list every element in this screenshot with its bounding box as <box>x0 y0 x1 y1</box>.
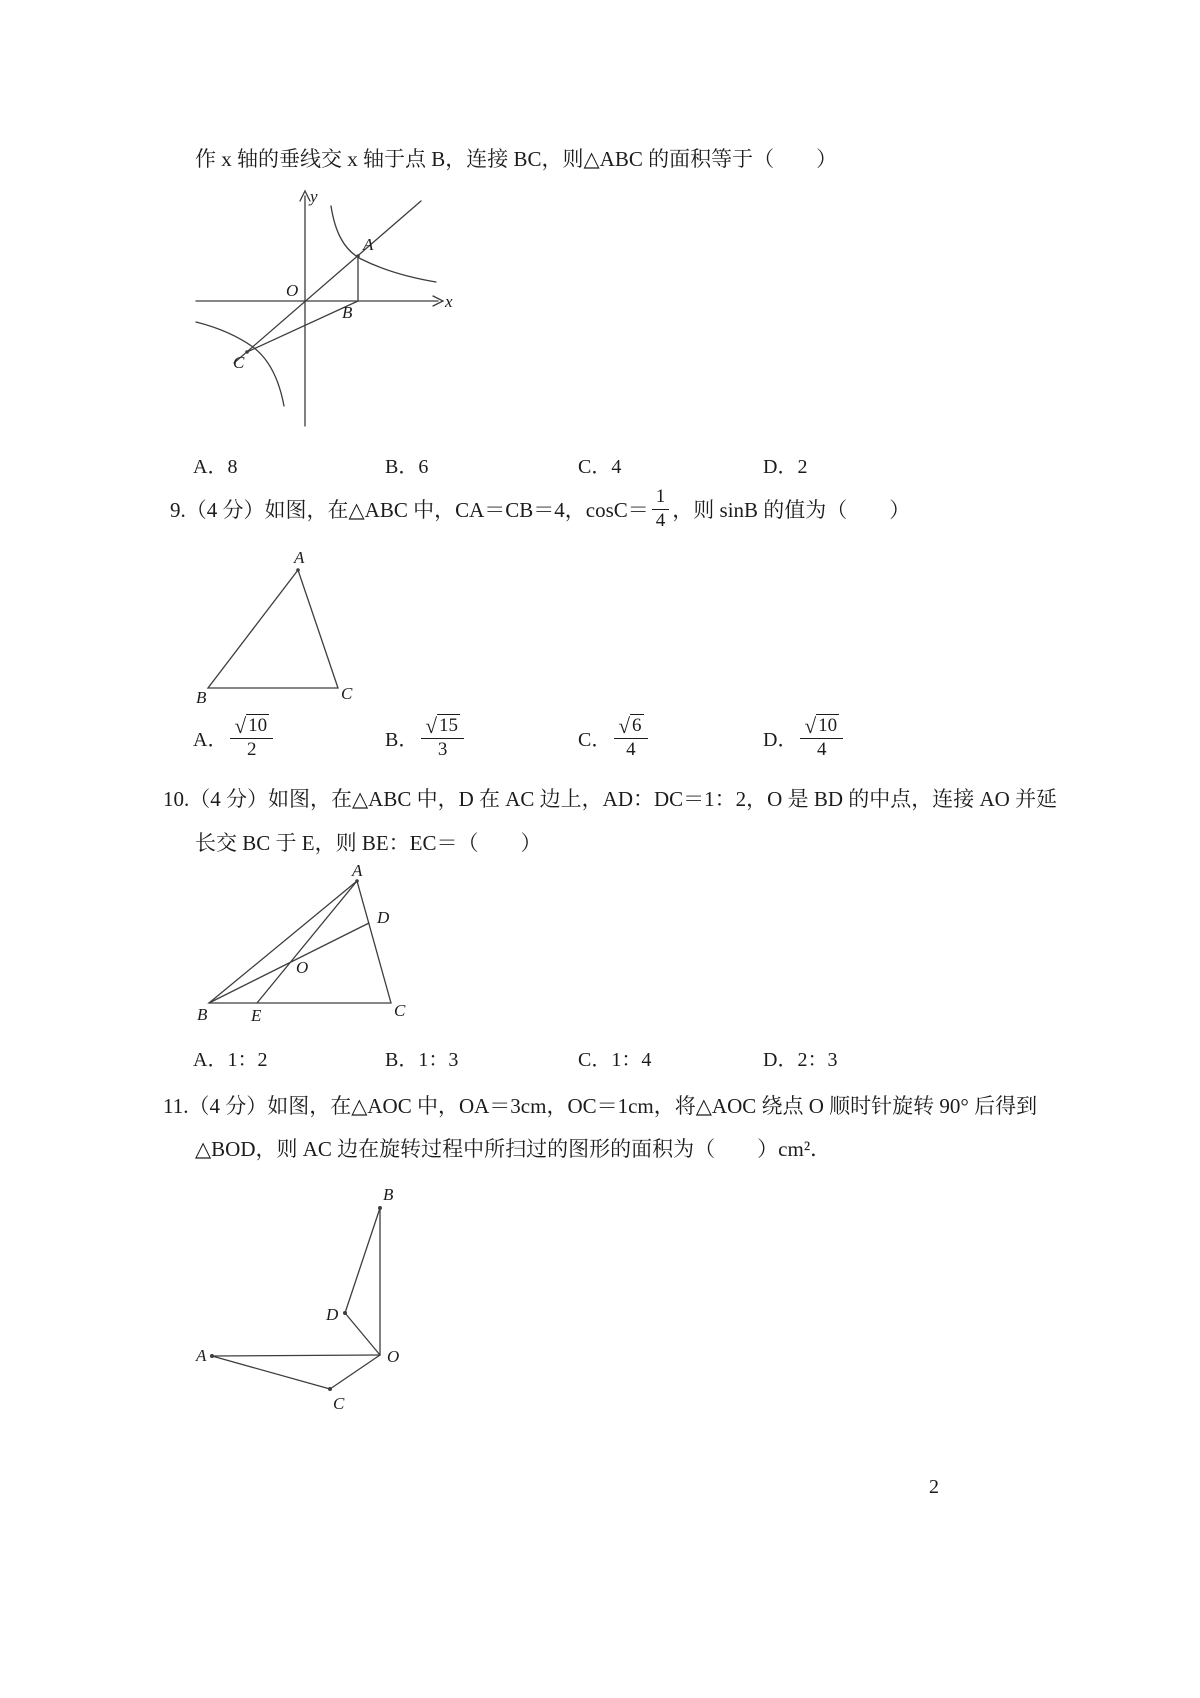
sqrt-icon: √ <box>425 713 438 738</box>
label-point-c: C <box>341 684 353 703</box>
label-x-axis: x <box>445 292 453 311</box>
denominator: 3 <box>437 738 448 760</box>
sqrt-icon: √ <box>618 713 631 738</box>
label-point-d: D <box>377 908 390 927</box>
sqrt-icon: √ <box>234 713 247 738</box>
label-point-a: A <box>352 863 363 880</box>
q8-figure-coordinate-plane <box>190 186 460 434</box>
label-point-c: C <box>394 1001 406 1020</box>
q9-text <box>170 487 910 532</box>
label-point-b: B <box>196 688 207 706</box>
label-point-b: B <box>383 1185 394 1204</box>
sqrt-icon: √ <box>804 713 817 738</box>
q9-fraction-numerator: 1 <box>652 487 670 510</box>
q10-option-a: A．1：2 <box>193 1049 268 1071</box>
radicand: 15 <box>439 715 459 736</box>
q9-figure-triangle <box>195 548 365 706</box>
q9-option-a <box>193 714 276 761</box>
option-fraction <box>800 714 843 761</box>
segment-bd <box>345 1208 380 1313</box>
q9-text-prefix: 9.（4 分）如图，在△ABC 中，CA＝CB＝4，cosC＝ <box>170 498 649 523</box>
q10-option-d: D．2：3 <box>763 1049 838 1071</box>
q11-figure-lines <box>212 1208 380 1389</box>
label-point-o: O <box>387 1347 400 1366</box>
radicand: 6 <box>632 715 642 736</box>
q10-text-line2: 长交 BC 于 E，则 BE：EC＝（ ） <box>195 831 542 855</box>
triangle-abc-outline <box>208 570 338 688</box>
label-point-a: A <box>363 235 374 254</box>
q8-option-c: C．4 <box>578 456 622 478</box>
q11-figure-rotation <box>193 1180 413 1415</box>
radicand: 10 <box>818 715 838 736</box>
q10-option-c: C．1：4 <box>578 1049 652 1071</box>
label-origin: O <box>286 281 299 300</box>
point-d-dot <box>343 1311 347 1315</box>
point-a-dot <box>210 1354 214 1358</box>
label-point-d: D <box>326 1305 339 1324</box>
point-b-dot <box>378 1206 382 1210</box>
option-label: B． <box>385 728 419 751</box>
option-label: C． <box>578 728 612 751</box>
segment-ae <box>257 881 357 1003</box>
denominator: 2 <box>247 738 257 760</box>
q10-figure-lines <box>209 881 391 1003</box>
radicand: 10 <box>248 715 268 736</box>
option-fraction <box>614 714 647 761</box>
q8-intro-line: 作 x 轴的垂线交 x 轴于点 B，连接 BC，则△ABC 的面积等于（ ） <box>195 147 838 171</box>
triangle-abc-outline <box>209 881 391 1003</box>
q10-figure-triangle <box>195 863 410 1028</box>
q8-figure-lines <box>196 191 443 426</box>
q8-option-b: B．6 <box>385 456 429 478</box>
segment-co <box>330 1355 380 1389</box>
option-fraction <box>230 714 273 761</box>
segment-ac <box>212 1356 330 1389</box>
label-point-e: E <box>251 1006 262 1025</box>
page-number: 2 <box>929 1476 939 1498</box>
q9-fraction-denominator: 4 <box>655 509 666 531</box>
option-fraction <box>421 714 464 761</box>
q10-option-b: B．1：3 <box>385 1049 459 1071</box>
label-point-a: A <box>294 548 305 567</box>
q11-text-line2: △BOD，则 AC 边在旋转过程中所扫过的图形的面积为（ ）cm²． <box>195 1137 832 1161</box>
label-point-c: C <box>333 1394 345 1413</box>
q9-option-b <box>385 714 467 761</box>
point-a-dot <box>296 568 300 572</box>
point-a-dot <box>356 254 360 258</box>
q9-option-c <box>578 714 651 761</box>
label-point-b: B <box>342 303 353 322</box>
point-c-dot <box>328 1387 332 1391</box>
q9-text-suffix: ，则 sinB 的值为（ ） <box>672 498 911 523</box>
option-label: A． <box>193 728 228 751</box>
q9-fraction <box>652 487 670 532</box>
q9-option-d <box>763 714 846 761</box>
label-point-a: A <box>196 1346 207 1365</box>
point-c-dot <box>245 350 249 354</box>
q8-option-d: D．2 <box>763 456 808 478</box>
segment-do <box>345 1313 380 1355</box>
denominator: 4 <box>817 738 827 760</box>
line-through-origin <box>234 201 421 363</box>
label-point-b: B <box>197 1005 208 1024</box>
q10-text-line1: 10.（4 分）如图，在△ABC 中，D 在 AC 边上，AD：DC＝1：2，O 是 BD 的中点，连接 AO 并延 <box>163 787 1058 811</box>
hyperbola-branch-1 <box>331 206 436 282</box>
label-point-c: C <box>233 353 245 372</box>
label-y-axis: y <box>310 187 318 206</box>
q11-text-line1: 11.（4 分）如图，在△AOC 中，OA＝3cm，OC＝1cm，将△AOC 绕点 O 顺时针旋转 90° 后得到 <box>163 1094 1038 1118</box>
option-label: D． <box>763 728 798 751</box>
denominator: 4 <box>626 738 636 760</box>
q8-option-a: A．8 <box>193 456 238 478</box>
label-point-o: O <box>296 958 309 977</box>
segment-oa <box>212 1355 380 1356</box>
